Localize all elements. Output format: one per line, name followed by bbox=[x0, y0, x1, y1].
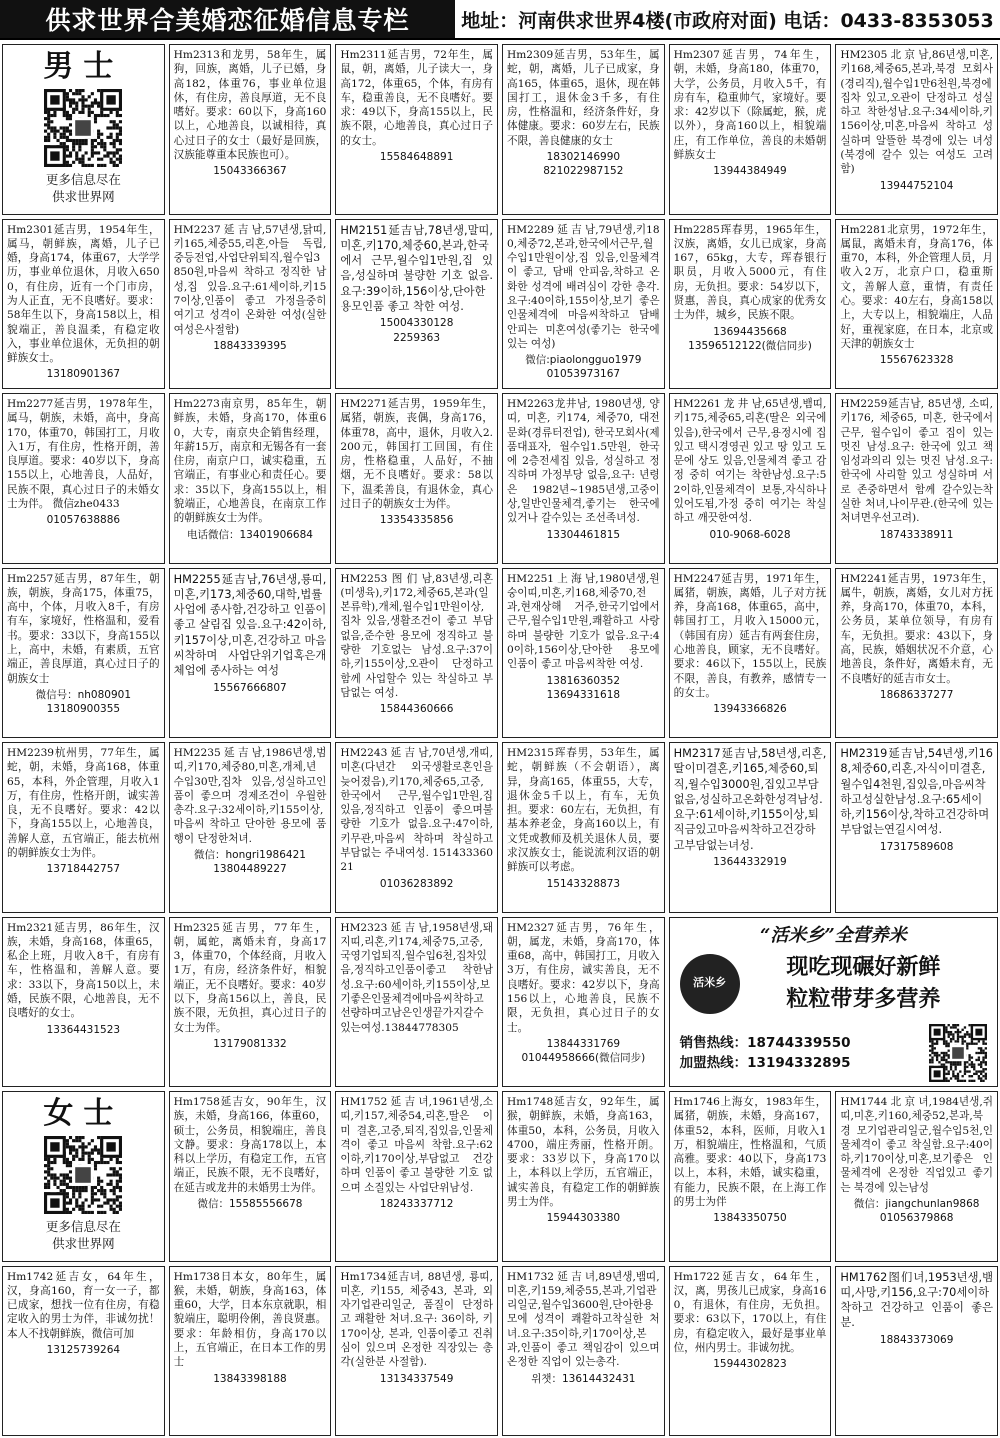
listing-text: HM2151延吉남,78년생,말띠,미혼,키170,체중60,본과,한국에서 근무,월수입1만원,집 있음,성실하며 불량한 기호 없음.요구:39이하,156이상,단아한 용모인품 좋고 착한 여성. bbox=[340, 223, 493, 313]
listing-text: HM2251上海남,1980년생,원숭이띠,미혼,키168,체중70,전과,현재상해 거주,한국기업에서근무,월수입1만원,쾌활하고 사랑하며 불량한 기호가 없음.요구:40이하,156이상,단아한 용모에 인품이 좋고 마음씨착한 여성. bbox=[507, 572, 660, 671]
listing-text: Hm1742延吉女，64年生，汉，身高160，育一女一子，都已成家，想找一位有住房，有稳定收入的男士为伴，非诚勿扰！本人不找朝鲜族，微信可加 bbox=[7, 1270, 160, 1340]
ad-body bbox=[680, 952, 987, 1016]
caption-line: 供求世界网 bbox=[52, 189, 115, 204]
listing-text: Hm1758延吉女，90年生，汉族，未婚，身高166，体重60，硕士，公务员，相貌端庄，善良文静。要求：身高178以上，本科以上学历，有稳定工作，五官端正，民族不限，无不良嗜好，在延吉或龙井的未婚男士为伴。 bbox=[173, 1096, 327, 1194]
listing-card bbox=[502, 917, 665, 1088]
contact-phone: 微信：hongri1986421 bbox=[194, 849, 306, 862]
listing-card bbox=[502, 1266, 665, 1437]
listing-card bbox=[169, 393, 332, 564]
contact-phone: 15844360666 bbox=[379, 703, 454, 716]
contact-phone: 13718442757 bbox=[46, 863, 121, 876]
men-label-box bbox=[2, 44, 165, 215]
qr-code-icon bbox=[44, 89, 122, 167]
listing-text: HM2323延吉남,1958년생,돼지띠,리혼,키174,체중75,고중,국영기업퇴직,월수입6천,집차있음,정직하고인품이좋고 착한남성.요구:60세이하,키155이상,보기좋은인물체격에마음씨착하고선량하며고남은인생끝가지갈수있는여성.13844778305 bbox=[340, 921, 493, 1034]
listing-text: Hm1748延吉女，92年生，属猴，朝鲜族，未婚，身高163，体重50，本科，公务员，月收入4700，端庄秀丽，性格开朗。要求：33岁以下，身高170以上，本科以上学历，五官端正，诚实善良，有稳定工作的朝鲜族男士为伴。 bbox=[507, 1096, 660, 1209]
listing-card bbox=[502, 393, 665, 564]
contact-phone: 01036283892 bbox=[379, 877, 454, 890]
listing-card bbox=[2, 917, 165, 1088]
women-label-box bbox=[2, 1091, 165, 1262]
contact-phone: 15944303380 bbox=[546, 1212, 621, 1225]
listing-card bbox=[169, 219, 332, 390]
listing-card bbox=[335, 742, 498, 913]
listing-card bbox=[2, 568, 165, 739]
contact-phone: 13354335856 bbox=[379, 514, 454, 527]
listing-card bbox=[335, 219, 498, 390]
brand-logo-icon: 活米乡 bbox=[680, 954, 740, 1014]
contact-phone: 13180900355 bbox=[46, 703, 121, 716]
listing-text: HM2263龙井남, 1980년생, 양띠, 미혼, 키174, 체중70, 대전문화(경류터전업), 한국모회사(제품대표자, 월수입1.5만원, 한국에 2층전세집 있음, 성실하고 정직하며 가정부당 없음,요구: 년령은 1982년~1985년생,고중이상,일반인물체격,좋기는 한국에 있거나 갈수있는 조선족녀성. bbox=[507, 398, 660, 525]
contact-phone: 13179081332 bbox=[213, 1037, 287, 1050]
listing-card bbox=[835, 1091, 998, 1262]
franchise-hotline: 加盟热线：13194332895 bbox=[679, 1054, 851, 1071]
contact-phone: 13364431523 bbox=[46, 1023, 121, 1036]
listing-text: HM1752延吉녀,1961년생,소띠,키157,체중54,리혼,딸은 이미 결혼,고중,퇴직,집있음,인물체격이 좋고 마음씨 착함.요구:62이하,키170이상,부담없고 건강하며 인품이 좋고 불량한 기호 없으며 소질있는 사업단위남성. bbox=[340, 1096, 493, 1194]
listing-card bbox=[835, 219, 998, 390]
listing-card bbox=[669, 742, 832, 913]
listing-text: HM2289延吉남,79년생,키180,체중72,본과,한국에서근무,월수입1만원이상,집 있음,인물체격이 좋고, 담배 안피움,착하고 온화한 성격에 배려심이 강한 총각.요구:40이하,155이상,보기 좋은 인물체격에 마음씨착하고 담배 안피는 미혼여성(좋기는 한국에 있는 여성) bbox=[507, 223, 660, 350]
contact-phone: 微信：jiangchunlan9868 bbox=[853, 1198, 980, 1211]
listing-text: HM1762图们녀,1953년생,뱀띠,사망,키156,요구:70세이하 착하고 건강하고 인품이 좋은분. bbox=[840, 1270, 993, 1330]
listing-card bbox=[835, 1266, 998, 1437]
listing-card bbox=[169, 1091, 332, 1262]
listing-card bbox=[502, 742, 665, 913]
contact-phone: 13644332919 bbox=[713, 856, 787, 869]
rice-advertisement bbox=[669, 917, 998, 1088]
contact-phone: 17317589608 bbox=[879, 840, 954, 853]
listing-card bbox=[669, 219, 832, 390]
listing-text: Hm2325延吉男，77年生，朝，属蛇，离婚未育，身高173，体重70，个体经商，月收入1万，有房，经济条件好，相貌端正，无不良嗜好。要求：40岁以下，身高156以上，善良，民族不限，无负担，真心过日子的女士为伴。 bbox=[173, 921, 327, 1034]
qr-code-icon bbox=[44, 1136, 122, 1214]
men-title: 男士 bbox=[43, 49, 124, 84]
contact-phone: 15004330128 bbox=[379, 317, 454, 330]
listing-text: Hm1738日本女，80年生，属猴，未婚，朝族，身高163，体重60，大学，日本东京就职，相貌端庄，聪明伶俐，善良贤惠。要求：年龄相仿，身高170以上，五官端正，在日本工作的男士 bbox=[173, 1270, 327, 1369]
listing-text: Hm1746上海女，1983年生，属猪，朝族，未婚，身高167，体重52，本科，医师，月收入1万，相貌端庄，性格温和，气质高雅。要求：40以下，身高173以上，本科，未婚，诚实稳重，有能力，民族不限，在上海工作的男士为伴 bbox=[673, 1096, 827, 1209]
contact-phone: 010-9068-6028 bbox=[709, 528, 791, 541]
listing-card bbox=[335, 44, 498, 215]
listing-text: HM2259延吉남, 85년생, 소띠, 키176, 체중65, 미혼, 한국에서 근무, 월수입이 좋고 집이 있는 멋진 남성.요구: 한국에 있고 책임성과의리 있는 멋진 남성.요구:한국에 사리할 있고 성실하며 서로 존중하면서 함께 갈수있는착실한 처녀,나이무관.(한국에 있는 처녀면우선고려). bbox=[840, 398, 993, 525]
listing-text: HM2253图们남,83년생,리혼(미생육),키172,체중65,본과(일본류학),개체,월수입1만원이상,집차 있음,생활조건이 좋고 부담없음,준수한 용모에 정직하고 불량한 기호없는 남성.요구:37이하,키155이상,오관이 단정하고 함께 사업할수 있는 착실하고 부담없는 여성. bbox=[340, 572, 493, 699]
listing-card bbox=[669, 1091, 832, 1262]
page-header bbox=[0, 0, 1000, 40]
wechat-id: 微信:piaolongguo1979 bbox=[525, 354, 642, 367]
listing-card bbox=[669, 393, 832, 564]
contact-phone: 01057638886 bbox=[46, 514, 121, 527]
listing-card bbox=[335, 393, 498, 564]
listing-text: Hm2273南京男，85年生，朝鲜族，未婚，身高170，体重60，大专，南京央企销售经理，年薪15万，南京和无锡各有一套住房，南京户口，诚实稳重，五官端正，有事业心和责任心。要求：35以下，身高155以上，相貌端正，心地善良，在南京工作的朝鲜族女士为伴。 bbox=[173, 398, 327, 525]
listing-text: Hm2309延吉男，53年生，属蛇，朝，离婚，儿子已成家，身高165，体重65，退休，现在韩国打工，退休金3千多，有住房，性格温和，经济条件好，身体健康。要求：60岁左右，民族不限，善良健康的女士 bbox=[507, 49, 660, 147]
listing-card bbox=[169, 917, 332, 1088]
listing-card bbox=[169, 742, 332, 913]
listing-card bbox=[835, 393, 998, 564]
ad-qr-code-icon bbox=[929, 1024, 987, 1082]
listing-text: HM2315珲春男，53年生，属蛇，朝鲜族（不会朝语），离异，身高165，体重55，大专，退休金5千以上，有车，无负担。要求：60左右，无负担，有基本养老金，身高160以上，有文凭或教师及机关退休人员，要求汉族女士，能说流利汉语的朝鲜族可以考虑。 bbox=[507, 747, 660, 874]
listing-text: HM2247延吉男，1971年生，属猪，朝族，离婚，儿子对方抚养，身高168，体重65，高中，韩国打工，月收入15000元，（韩国有房）延吉有两套住房，心地善良，顾家，无不良嗜好。要求：46以下，155以上，民族不限，善良，有教养，感情专一的女士。 bbox=[673, 572, 827, 699]
listing-text: HM2241延吉男，1973年生，属牛，朝族，离婚，女儿对方抚养，身高170，体重70，本科，公务员，某单位领导，有房有车，无负担。要求：43以下，身高，民族，婚姻状况不介意，心地善良，条件好，离婚未育，无不良嗜好的延吉市女士。 bbox=[840, 572, 993, 685]
listing-card bbox=[835, 568, 998, 739]
listing-card bbox=[2, 742, 165, 913]
contact-phone: 01056379868 bbox=[879, 1212, 954, 1225]
listing-grid bbox=[2, 44, 998, 1436]
contact-phone: 13816360352 bbox=[546, 674, 621, 687]
women-title: 女士 bbox=[43, 1096, 124, 1131]
contact-phone: 13843350750 bbox=[713, 1212, 787, 1225]
contact-phone: 13804489227 bbox=[213, 863, 287, 876]
listing-card bbox=[169, 1266, 332, 1437]
contact-phone: 13844331769 bbox=[546, 1037, 621, 1050]
listing-card bbox=[502, 1091, 665, 1262]
hotlines bbox=[680, 1033, 929, 1073]
listing-card bbox=[335, 568, 498, 739]
contact-phone: 15567666807 bbox=[213, 681, 287, 694]
contact-phone: 13843398188 bbox=[213, 1372, 287, 1385]
listing-text: Hm2307延吉男，74年生，朝，未婚，身高180，体重70，大学，公务员，月收入5千，有房有车，稳重帅气，家境好。要求：42岁以下（除属蛇，猴，虎以外），身高160以上，相貌端庄，有工作单位，善良的未婚朝鲜族女士 bbox=[673, 49, 827, 162]
listing-card bbox=[669, 44, 832, 215]
listing-card bbox=[2, 219, 165, 390]
contact-phone: 13125739264 bbox=[46, 1343, 121, 1356]
column-title: 供求世界合美婚恋征婚信息专栏 bbox=[0, 0, 455, 38]
contact-phone: 15043366367 bbox=[213, 165, 287, 178]
contact-phone: 电话微信：13401906684 bbox=[186, 528, 313, 541]
contact-phone: 위챗：13614432431 bbox=[531, 1372, 636, 1385]
listing-card bbox=[669, 568, 832, 739]
listing-card bbox=[669, 1266, 832, 1437]
ad-headline bbox=[740, 952, 987, 1016]
listing-card bbox=[169, 568, 332, 739]
contact-phone: 微信：15585556678 bbox=[197, 1198, 303, 1211]
listing-text: Hm2281北京男，1972年生，属鼠，离婚未育，身高176，体重70，本科，外企管理人员，月收入2万，北京户口，稳重斯文，善解人意，重情，有责任心。要求：40左右，身高158以上，大专以上，相貌端庄，人品好，重视家庭，在日本，北京或天津的朝族女士 bbox=[840, 223, 993, 350]
contact-phone: 15143328873 bbox=[546, 877, 621, 890]
contact-phone: 13694435668 bbox=[713, 325, 787, 338]
ad-slogan: “活米乡”全营养米 bbox=[759, 924, 907, 946]
contact-phone: 15584648891 bbox=[379, 151, 454, 164]
listing-text: HM1744北京녀,1984년생,쥐띠,미혼,키160,체중52,본과,북경 모기업관리일군,월수입5천,인물체격이 좋고 착실함.요구:40이하,키170이상,미혼,보기좋은 인물체격에 온정한 직업있고 좋기는 북경에 있는남성 bbox=[840, 1096, 993, 1194]
listing-card bbox=[335, 1091, 498, 1262]
contact-phone: 13304461815 bbox=[546, 528, 621, 541]
contact-phone: 18686337277 bbox=[879, 688, 954, 701]
listing-text: Hm2257延吉男，87年生，朝族，朝族，身高175，体重75，高中，个体，月收入8千，有房有车，家境好，性格温和，爱看书。要求：33以下，身高155以上，高中，未婚，有素质，五官端正，善良厚道，真心过日子的朝族女士 bbox=[7, 572, 160, 685]
listing-text: Hm2321延吉男，86年生，汉族，未婚，身高168，体重65，私企上班，月收入8千，有房有车，性格温和，善解人意。要求：33以下，身高150以上，未婚，民族不限，心地善良，无不良嗜好的女士。 bbox=[7, 921, 160, 1020]
listing-text: HM2327延吉男，76年生，朝，属龙，未婚，身高170，体重68，高中，韩国打工，月收入3万，有住房，诚实善良，无不良嗜好。要求：42岁以下，身高156以上，心地善良，民族不限，无负担，真心过日子的女士。 bbox=[507, 921, 660, 1034]
contact-phone: 18243337712 bbox=[379, 1198, 454, 1211]
contact-phone: 13694331618 bbox=[546, 688, 621, 701]
listing-card bbox=[502, 568, 665, 739]
listing-text: HM2237延吉남,57년생,닭띠,키165,체중55,리혼,아들 독립,중등전업,사업단위퇴직,월수입3850원,마음씨 착하고 정직한 남성,집 있음.요구:61세이하,키157이상,인품이 좋고 가정을중히 여기고 성격이 온화한 여성(실한여성은사절함) bbox=[173, 223, 327, 336]
listing-text: Hm2313和龙男，58年生，属狗，回族，离婚，儿子已婚，身高182，体重76，事业单位退休，有住房，善良厚道，无不良嗜好。要求：60以下，身高160以上，心地善良，以诚相待，真心过日子的女士（最好是回族，汉族能尊重本民族也可）。 bbox=[173, 49, 327, 162]
listing-text: HM1732延吉녀,89년생,뱀띠,미혼,키159,체중55,본과,기업관리일군,월수입3600원,단아한용모에 성격이 쾌활하고착실한 처녀.요구:35이하,키170이상,본과,인품이 좋고 책임감이 있으며 온정한 직업이 있는총각. bbox=[507, 1270, 660, 1369]
listing-card bbox=[2, 1266, 165, 1437]
contact-phone: 13943366826 bbox=[713, 703, 787, 716]
listing-text: HM2317延吉남,58년생,리혼,딸이미결혼,키165,체중60,퇴직,월수입3000원,집있고부담없음,성실하고온화한성격남성.요구:61세이하,키155이상,퇴직금있고마음씨착하고건강하고부담없는녀성. bbox=[673, 747, 827, 852]
caption-line: 更多信息尽在 bbox=[45, 172, 121, 187]
ad-line: 现吃现碾好新鲜 bbox=[786, 954, 941, 980]
listing-text: HM2271延吉男，1959年生，属猪，朝族，丧偶，身高176，体重78，高中，退休，月收入2.200元，韩国打工回国，有住房，性格稳重，人品好，不抽烟，无不良嗜好。要求：58以下，温柔善良，有退休金，真心过日子的朝族女士为伴。 bbox=[340, 398, 493, 511]
contact-phone: 13944384949 bbox=[713, 165, 787, 178]
caption-line: 供求世界网 bbox=[52, 1236, 115, 1251]
caption-line: 更多信息尽在 bbox=[45, 1219, 121, 1234]
wechat-id: 微信号：nh080901 bbox=[35, 688, 132, 701]
contact-phone: 13134337549 bbox=[379, 1372, 454, 1385]
listing-text: Hm2301延吉男，1954年生，属马，朝鲜族，离婚，儿子已婚，身高174，体重67，大学学历，事业单位退休，月收入6500，有住房，近有一个门市房，为人正直，无不良嗜好。要求：58年生以下，身高158以上，相貌端正，善良温柔，有稳定收入，事业单位退休，无负担的朝鲜族女士。 bbox=[7, 223, 160, 365]
listing-card bbox=[2, 393, 165, 564]
contact-phone: 18843373069 bbox=[879, 1333, 954, 1346]
listing-card bbox=[502, 44, 665, 215]
contact-phone: 15944302823 bbox=[713, 1358, 787, 1371]
listing-card bbox=[169, 44, 332, 215]
listing-text: Hm1722延吉女，64年生，汉，离，男孩儿已成家，身高160，有退休，有住房，无负担。要求：63以下，170以上，有住房，有稳定收入，最好是事业单位，州内男士。非诚勿扰。 bbox=[673, 1270, 827, 1354]
contact-phone: 01053973167 bbox=[546, 368, 621, 381]
listing-text: HM2243延吉남,70년생,개띠,미혼(다년간 외국생활로혼인을 늦어졌음),키170,체중65,고중,한국에서 근무,월수입1만원,집 있음,정직하고 인품이 좋으며불량한 기호가 없음.요구:47이하,키무관,마음씨 착하며 착실하고 부담없는 주내여성. 15143336021 bbox=[340, 747, 493, 874]
contact-phone: 18302146990 bbox=[546, 151, 621, 164]
listing-card bbox=[335, 917, 498, 1088]
listing-text: HM2319延吉남,54년생,키168,체중60,리혼,자식이미결혼,월수입4천원,집있음,마음씨착하고성실한남성.요구:65세이하,키156이상,착하고건강하며부담없는연길시여성. bbox=[840, 747, 993, 837]
contact-info: 地址：河南供求世界4楼(市政府对面) 电话：0433-8353053 bbox=[461, 9, 994, 32]
ad-line: 粒粒带芽多营养 bbox=[786, 986, 941, 1012]
contact-phone: 2259363 bbox=[393, 331, 441, 344]
contact-phone: 01044958666(微信同步) bbox=[521, 1052, 646, 1065]
listing-text: HM2261龙井남,65년생,뱀띠,키175,체중65,리혼(딸은 외국에 있음),한국에서 근무,용정시에 집있고 택시경영권 있고 땅 있고 도문에 상도 있음,인물체격 좋고 감정 중히 여기는 착한남성.요구:52이하,인물체격이 보통,자식하나 있어도됨,가정 중히 여기는 착실하고 깨끗한여성. bbox=[673, 398, 827, 525]
listing-text: HM2255延吉남,76년생,룡띠,미혼,키173,체중60,대학,법률사업에 종사함,건강하고 인품이 좋고 살림집 있음.요구:42이하,키157이상,미혼,건강하고 마음씨착하며 사업단위기업혹은개체업에 종사하는 여성 bbox=[173, 572, 327, 678]
listing-text: Hm2277延吉男，1978年生，属马，朝族，未婚，高中，身高170，体重70，韩国打工，月收入1万，有住房，性格开朗，善良厚道。要求：40岁以下，身高155以上，心地善良，人品好，民族不限，真心过日子的未婚女士为伴。 微信zhe0433 bbox=[7, 398, 160, 511]
ad-footer bbox=[680, 1024, 987, 1082]
listing-card bbox=[835, 44, 998, 215]
contact-phone: 821022987152 bbox=[543, 165, 624, 178]
listing-text: Hm1734延吉녀, 88년생, 룡띠, 미혼, 키155, 체중43, 본과, 외자기업관리일군, 품질이 단정하고 쾌활한 처녀.요구: 36이하, 키170이상, 본과, 인품이좋고 진취심이 있으며 온정한 직장있는 총각(실한분 사절함). bbox=[340, 1270, 493, 1369]
listing-text: HM2239杭州男，77年生，属蛇，朝，未婚，身高168，体重65，本科，外企管理，月收入1万，有住房，性格开朗，诚实善良，无不良嗜好。要求：42以下，身高155以上，心地善良，善解人意，五官端正，能去杭州的朝鲜族女士为伴。 bbox=[7, 747, 160, 860]
listing-card bbox=[335, 1266, 498, 1437]
sales-hotline: 销售热线：18744339550 bbox=[679, 1034, 851, 1051]
listing-text: Hm2285珲春男，1965年生，汉族，离婚，女儿已成家，身高167，65kg，大专，珲春银行职员，月收入5000元，有住房，无负担。要求：54岁以下，贤惠，善良，真心成家的优秀女士为伴，城乡，民族不限。 bbox=[673, 223, 827, 322]
listing-card bbox=[835, 742, 998, 913]
contact-phone: 18743338911 bbox=[879, 528, 954, 541]
listing-text: Hm2311延吉男，72年生，属鼠，朝，离婚，儿子读大一，身高172，体重65，个体，有房有车，稳重善良，无不良嗜好。要求：49以下，身高155以上，民族不限，心地善良，真心过日子的女士。 bbox=[340, 49, 493, 147]
contact-phone: 18843339395 bbox=[213, 339, 287, 352]
listing-text: HM2235延吉남,1986년생,범띠,키170,체중80,미혼,개체,년수입30만,집차 있음,성실하고인품이 좋으며 경제조건이 우월한 총각.요구:32세이하,키155이상,마음씨 착하고 단아한 용모에 품행이 단정한처녀. bbox=[173, 747, 327, 845]
contact-phone: 13944752104 bbox=[879, 179, 954, 192]
listing-card bbox=[502, 219, 665, 390]
contact-phone: 15567623328 bbox=[879, 354, 954, 367]
contact-phone: 13596512122(微信同步) bbox=[688, 339, 812, 352]
contact-phone: 13180901367 bbox=[46, 368, 121, 381]
listing-text: HM2305北京남,86년생,미혼,키168,체중65,본과,북경 모회사(경리직),월수입1만6천원,북경에 집차 있고,오관이 단정하고 성실하고 착한성남.요구:34세이하,키156이상,미혼,마음씨 착하고 성실하며 알뜰한 북경에 있는 녀성(북경에 갈수 있는 여성도 고려함) bbox=[840, 49, 993, 176]
